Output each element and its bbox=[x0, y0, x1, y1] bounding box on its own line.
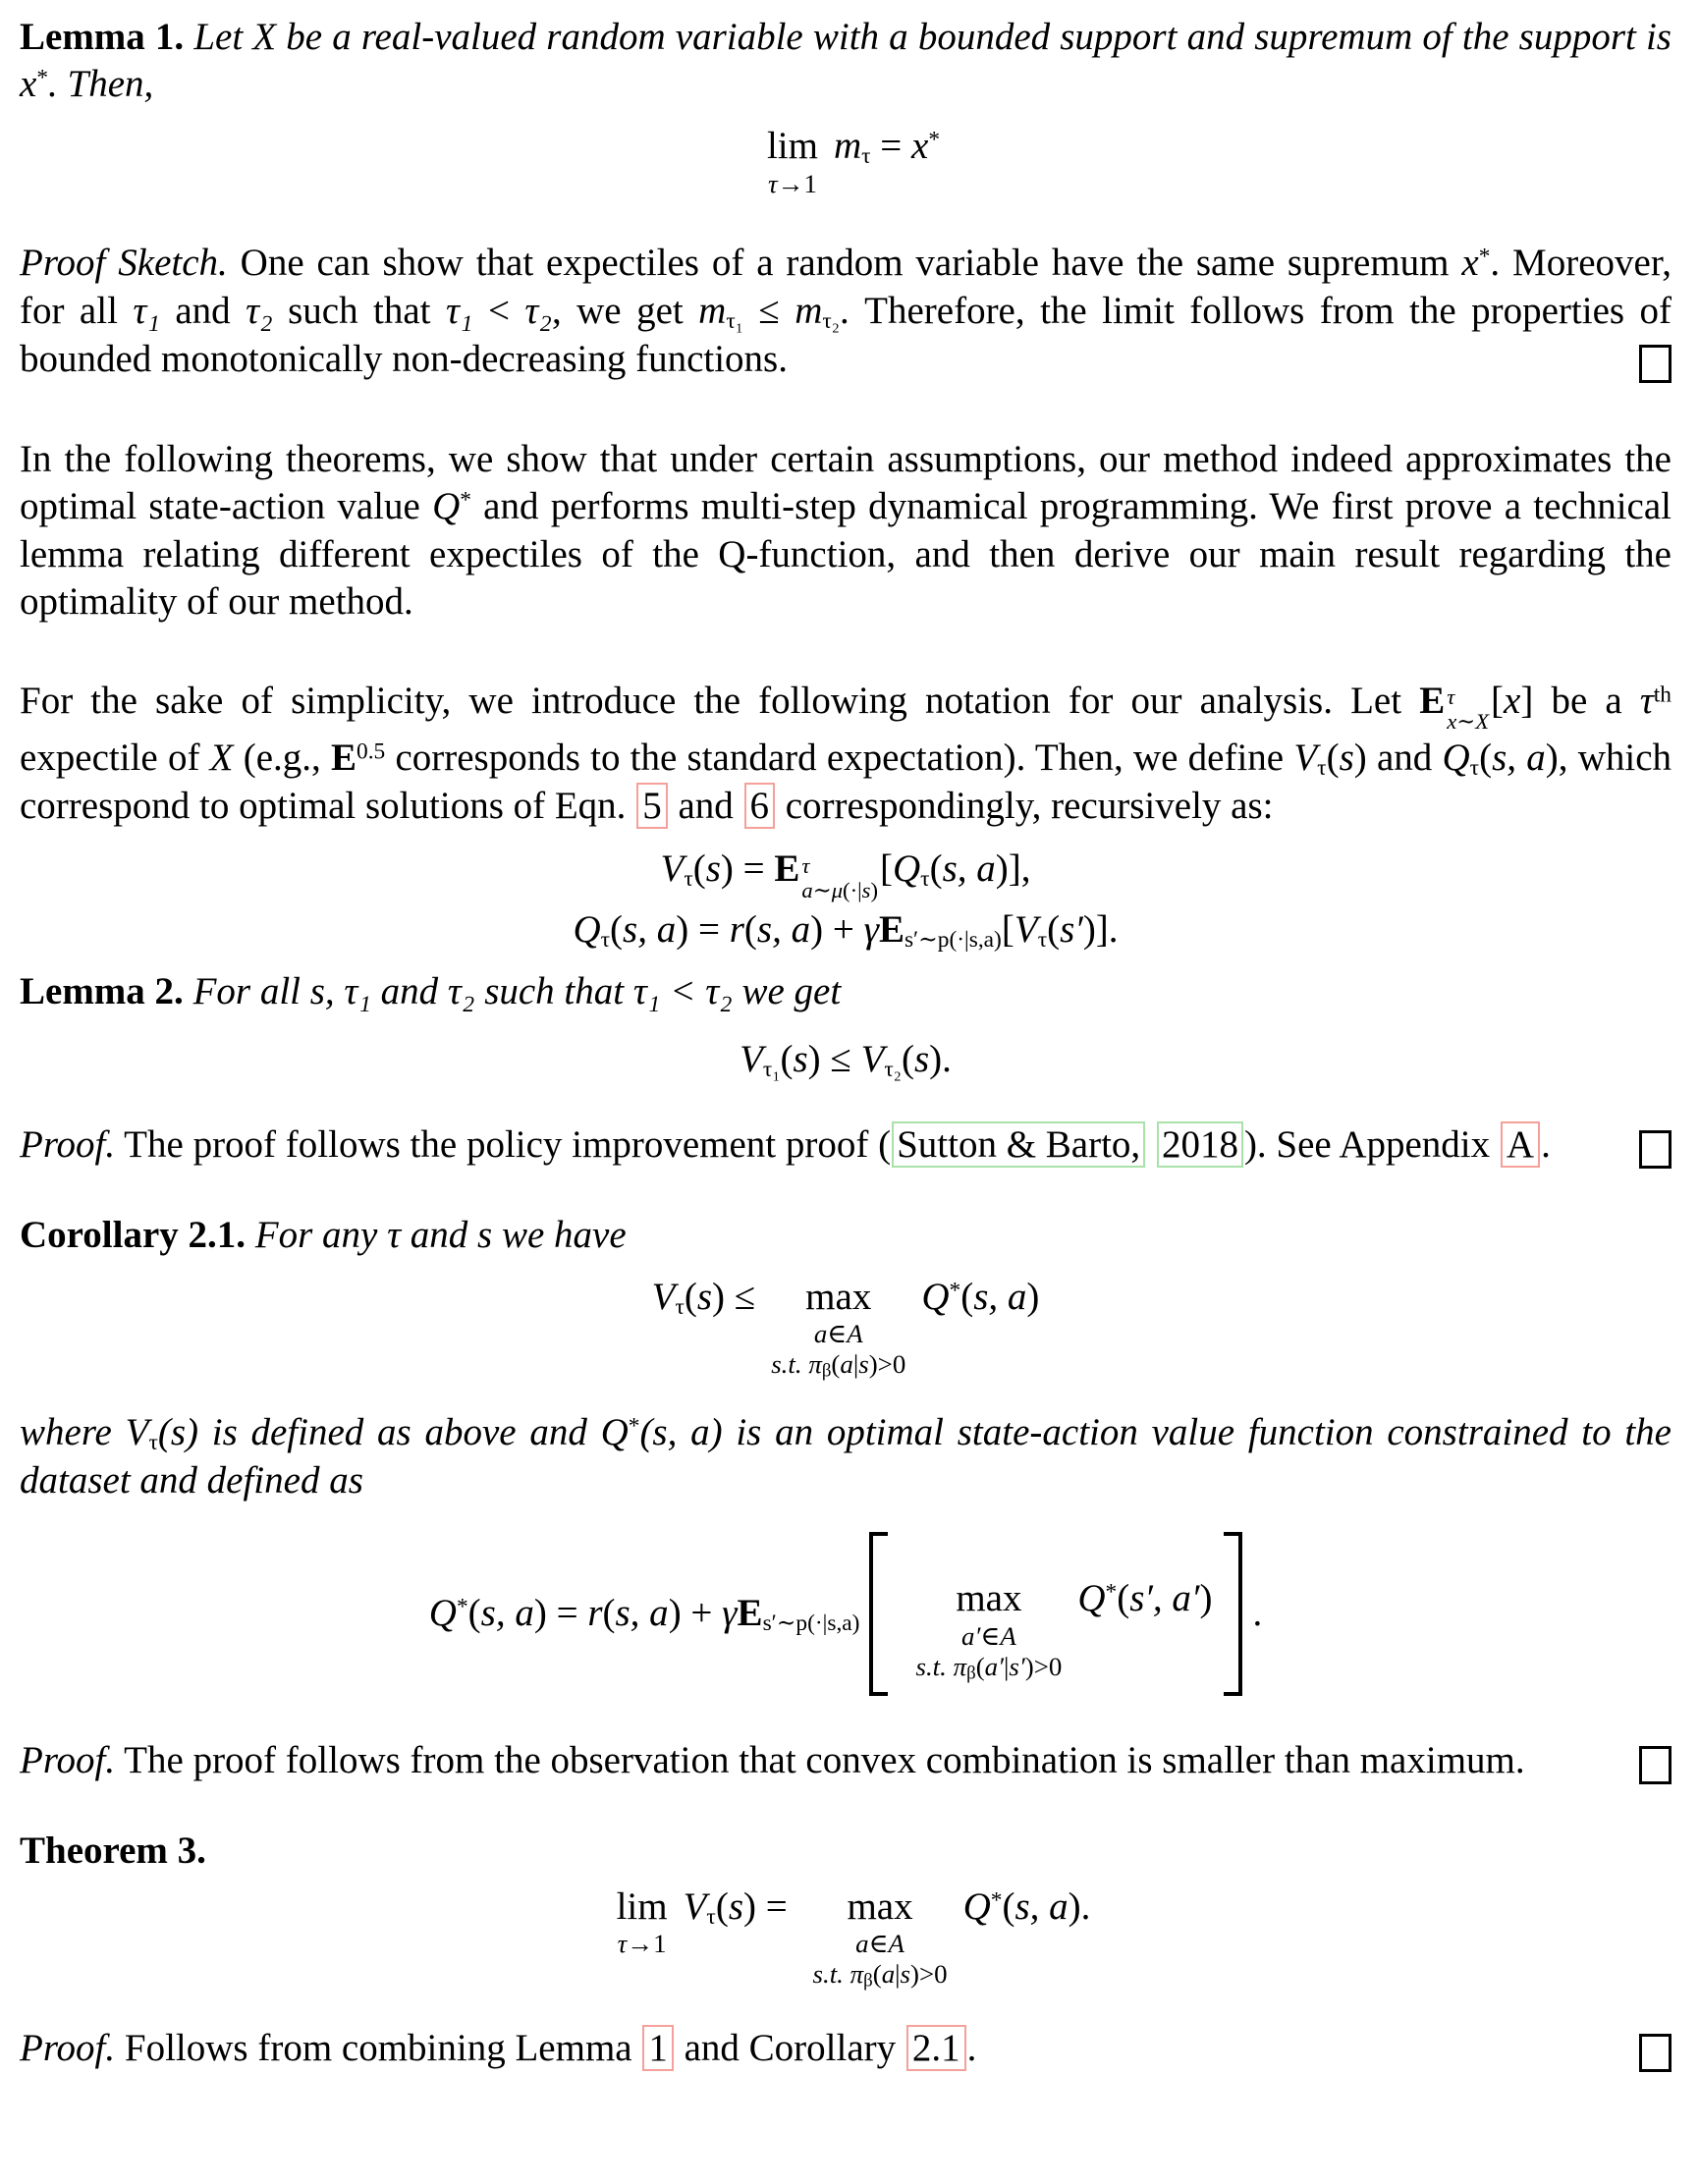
text-run: τ bbox=[920, 866, 930, 893]
text-run: [ bbox=[1491, 679, 1505, 722]
text-run: s′∼p(·|s,a) bbox=[762, 1611, 860, 1637]
text-run: ( bbox=[1117, 1577, 1130, 1620]
math-stack bbox=[813, 1885, 948, 1992]
text-run: [ bbox=[1001, 908, 1014, 952]
proof-sketch-text bbox=[20, 242, 1672, 380]
text-run: π bbox=[850, 1959, 864, 1990]
text-run: ( bbox=[467, 1592, 481, 1635]
text-run: * bbox=[36, 65, 49, 91]
text-run: ) bbox=[870, 877, 878, 902]
qed-box bbox=[1639, 1746, 1672, 1784]
stack-constraint bbox=[814, 1319, 863, 1349]
text-run: ) bbox=[1199, 1577, 1213, 1620]
text-run: ( bbox=[901, 1037, 914, 1080]
text-run: For all s, τ₁ and τ₂ such that τ₁ < τ₂ we get bbox=[183, 970, 842, 1013]
text-run: τ₂ bbox=[246, 289, 273, 332]
proof-theorem-3 bbox=[20, 2025, 1672, 2072]
text-run: and performs multi-step dynamical programming. We first prove a technical lemma relating different expectiles of the Q-function, and then derive our main result regarding the optimality of our method. bbox=[20, 485, 1672, 624]
text-run: ( bbox=[610, 908, 624, 952]
text-run: s′, a′ bbox=[1129, 1577, 1200, 1620]
text-run: s.t. bbox=[771, 1349, 809, 1380]
text-run: τ bbox=[1037, 927, 1048, 954]
text-run: X bbox=[209, 736, 234, 779]
text-run: E bbox=[878, 908, 904, 952]
text-run: | bbox=[852, 1349, 859, 1380]
stack-operator: max bbox=[805, 1275, 872, 1318]
stack-constraint bbox=[813, 1959, 948, 1992]
text-run: τ bbox=[801, 852, 810, 878]
text-run: be a bbox=[1533, 679, 1640, 722]
text-run: Q bbox=[962, 1884, 991, 1928]
stack-constraint bbox=[961, 1621, 1016, 1652]
text-run: . bbox=[1252, 1592, 1263, 1635]
text-run: ∈ bbox=[980, 1621, 1001, 1652]
equation-corollary-2-1 bbox=[20, 1274, 1672, 1382]
text-run: a bbox=[855, 1929, 869, 1959]
text-run: τ bbox=[148, 1430, 158, 1456]
text-run: μ bbox=[831, 877, 844, 902]
text-run: τ₁ bbox=[726, 307, 743, 334]
equation-theorem-3 bbox=[20, 1884, 1672, 1992]
eqn-5-ref-link[interactable]: 5 bbox=[636, 783, 668, 829]
text-run: ( bbox=[975, 1651, 985, 1681]
text-run: Theorem 3. bbox=[20, 1829, 206, 1873]
text-run: γ bbox=[863, 908, 879, 952]
text-run: s, a bbox=[1014, 1884, 1069, 1928]
text-run: ( bbox=[1479, 736, 1493, 779]
text-run: τ bbox=[675, 1293, 685, 1320]
text-run: ) + bbox=[668, 1592, 723, 1635]
text-run: s, a bbox=[942, 847, 996, 891]
text-run: a′ bbox=[961, 1621, 981, 1652]
supsub-stack bbox=[801, 853, 878, 903]
text-run: π bbox=[953, 1651, 967, 1681]
eqn-6-ref-link[interactable]: 6 bbox=[744, 783, 776, 829]
text-run: s bbox=[705, 847, 721, 891]
text-run: . bbox=[1541, 1122, 1551, 1166]
paragraph-following-theorems bbox=[20, 436, 1672, 626]
text-run: * bbox=[928, 127, 941, 153]
text-run: ) bbox=[995, 847, 1009, 891]
stack-constraint bbox=[915, 1652, 1062, 1684]
text-run: τ bbox=[706, 1903, 716, 1930]
subscript bbox=[1447, 709, 1489, 734]
text-run: , which correspond to optimal solutions of Eqn. bbox=[20, 736, 1672, 827]
corollary-2-1-statement bbox=[20, 1212, 1672, 1259]
text-run: where bbox=[20, 1410, 126, 1453]
text-run: )>0 bbox=[910, 1959, 948, 1990]
supsub-stack bbox=[1447, 684, 1489, 735]
text-run: s bbox=[793, 1037, 808, 1080]
lemma-1-ref-link[interactable]: 1 bbox=[642, 2025, 674, 2071]
text-run: E bbox=[774, 847, 800, 891]
text-run: x bbox=[1447, 709, 1457, 735]
text-run: )]. bbox=[1082, 908, 1119, 952]
right-bracket bbox=[1224, 1532, 1242, 1695]
text-run: s bbox=[858, 1349, 869, 1380]
text-run: x bbox=[20, 63, 37, 106]
text-run: )>0 bbox=[1024, 1651, 1063, 1681]
text-run: * bbox=[949, 1277, 961, 1303]
text-run: ( bbox=[872, 1959, 882, 1990]
text-run: ∈ bbox=[868, 1929, 889, 1959]
text-run: ( bbox=[692, 847, 706, 891]
equation-qstar-period bbox=[1252, 1590, 1262, 1637]
proof-sketch bbox=[20, 240, 1672, 383]
text-run: For the sake of simplicity, we introduce the following notation for our analysis. Let bbox=[20, 679, 1420, 722]
text-run: Q bbox=[432, 485, 461, 528]
theorem-3-heading bbox=[20, 1828, 1672, 1875]
text-run: ] bbox=[1520, 679, 1534, 722]
text-run: . Moreover, for all bbox=[20, 242, 1672, 332]
equation-q-tau bbox=[20, 906, 1672, 955]
equation-lemma-2 bbox=[20, 1036, 1672, 1084]
text-run: The proof follows the policy improvement proof ( bbox=[115, 1122, 892, 1166]
text-run: (e.g., bbox=[233, 736, 331, 779]
text-run: ( bbox=[929, 847, 943, 891]
text-run: s bbox=[913, 1037, 930, 1080]
text-run: A bbox=[847, 1319, 863, 1349]
text-run: s bbox=[900, 1959, 911, 1990]
text-run: expectile of bbox=[20, 736, 210, 779]
text-run: r bbox=[587, 1592, 603, 1635]
citation-year-link[interactable]: 2018 bbox=[1157, 1121, 1243, 1168]
text-run: s, a bbox=[615, 1592, 669, 1635]
text-run: and bbox=[159, 289, 247, 332]
text-run: E bbox=[737, 1592, 763, 1635]
text-run: Q bbox=[428, 1592, 457, 1635]
equation-qstar-definition bbox=[20, 1532, 1672, 1695]
text-run: E bbox=[1419, 679, 1446, 722]
superscript bbox=[1447, 684, 1454, 709]
equation-recursive-definitions bbox=[20, 846, 1672, 955]
text-run: a′ bbox=[984, 1651, 1004, 1681]
text-run: V bbox=[740, 1037, 763, 1080]
text-run: is an optimal state-action value function constrained to the dataset and defined as bbox=[20, 1410, 1672, 1502]
text-run: a bbox=[813, 1319, 828, 1349]
text-run: For any τ and s we have bbox=[246, 1214, 627, 1257]
math-stack bbox=[915, 1577, 1062, 1683]
stack-constraint bbox=[771, 1349, 905, 1382]
text-run: →1 bbox=[777, 168, 817, 198]
math-stack bbox=[767, 125, 818, 199]
equation-qstar-lhs bbox=[429, 1590, 860, 1638]
text-run: )>0 bbox=[868, 1349, 906, 1380]
text-run: Q bbox=[573, 908, 601, 952]
text-run: Proof Sketch. bbox=[20, 242, 228, 285]
text-run: ( bbox=[602, 1592, 616, 1635]
proof-corollary-text bbox=[20, 1739, 1525, 1781]
text-run: τ bbox=[767, 168, 778, 198]
text-run: s, a bbox=[623, 908, 677, 952]
text-run: τ bbox=[617, 1929, 628, 1959]
text-run: m bbox=[795, 289, 823, 332]
text-run: is defined as above and bbox=[198, 1410, 601, 1453]
text-run: . Therefore, the limit follows from the properties of bounded monotonically non-decreasing functions. bbox=[20, 289, 1672, 380]
text-run: m bbox=[833, 124, 862, 167]
text-run: τ bbox=[1447, 683, 1455, 709]
text-run: (s) bbox=[157, 1410, 198, 1453]
text-run: V bbox=[1293, 736, 1318, 779]
text-run: corresponds to the standard expectation). Then, we define bbox=[385, 736, 1294, 779]
text-run: ). See Appendix bbox=[1243, 1122, 1500, 1166]
text-run: β bbox=[863, 1970, 873, 1992]
text-run: s, a bbox=[1492, 736, 1546, 779]
text-run: = bbox=[870, 124, 912, 167]
text-run: ) + bbox=[810, 908, 864, 952]
text-run: ) bbox=[1026, 1275, 1040, 1318]
text-run: * bbox=[628, 1413, 640, 1440]
text-run: ( bbox=[1047, 908, 1061, 952]
superscript bbox=[801, 853, 809, 878]
text-run: ( bbox=[831, 1349, 841, 1380]
text-run: a bbox=[840, 1349, 853, 1380]
text-run: ], bbox=[1008, 847, 1031, 891]
text-run: (·| bbox=[843, 877, 862, 902]
text-run: E bbox=[330, 736, 356, 779]
left-bracket bbox=[869, 1532, 888, 1695]
text-run: Q bbox=[1442, 736, 1470, 779]
text-run: * bbox=[460, 487, 471, 514]
citation-sutton-barto-link[interactable]: Sutton & Barto, bbox=[892, 1121, 1145, 1168]
text-run: τ₁ bbox=[445, 289, 473, 332]
text-run: m bbox=[698, 289, 727, 332]
math-stack bbox=[617, 1885, 668, 1960]
text-run: ) = bbox=[720, 847, 775, 891]
text-run: s′∼p(·|s,a) bbox=[904, 927, 1002, 954]
text-run: τ bbox=[1469, 754, 1480, 781]
subscript bbox=[801, 878, 878, 902]
text-run: (s, a) bbox=[639, 1410, 723, 1453]
text-run: A bbox=[1000, 1621, 1016, 1652]
text-run: ∼ bbox=[812, 877, 832, 902]
text-run: s, a bbox=[973, 1275, 1027, 1318]
text-run: V bbox=[1014, 908, 1038, 952]
text-run: Proof. bbox=[20, 2026, 116, 2069]
text-run: * bbox=[990, 1886, 1003, 1913]
appendix-a-ref-link[interactable]: A bbox=[1501, 1121, 1540, 1168]
text-run: ) = bbox=[743, 1884, 797, 1928]
text-run: X bbox=[1475, 709, 1490, 735]
text-run: s′ bbox=[1009, 1651, 1025, 1681]
text-run: Corollary 2.1. bbox=[20, 1214, 247, 1257]
text-run: τ₁ bbox=[762, 1056, 781, 1082]
text-run bbox=[1146, 1123, 1156, 1166]
text-run: 0.5 bbox=[356, 737, 386, 764]
equation-v-tau bbox=[20, 846, 1672, 902]
text-run: τ₂ bbox=[524, 289, 552, 332]
text-run: ). bbox=[929, 1037, 952, 1080]
qed-box bbox=[1639, 2034, 1672, 2072]
stack-operator: max bbox=[847, 1884, 913, 1928]
text-run: s bbox=[696, 1275, 713, 1318]
qed-box bbox=[1639, 1130, 1672, 1169]
text-run: ∼ bbox=[1456, 709, 1476, 735]
text-run: x bbox=[911, 124, 929, 167]
text-run: < bbox=[472, 289, 525, 332]
text-run: * bbox=[456, 1594, 468, 1620]
text-run: One can show that expectiles of a random variable have the same supremum bbox=[227, 242, 1462, 285]
text-run: a bbox=[881, 1959, 896, 1990]
text-run: ≤ bbox=[742, 289, 795, 332]
text-run: β bbox=[821, 1360, 832, 1382]
text-run: ) = bbox=[533, 1592, 588, 1635]
text-run: ) ≤ bbox=[712, 1275, 756, 1318]
stack-operator: lim bbox=[616, 1884, 668, 1928]
text-run: ) bbox=[1545, 736, 1559, 779]
text-run: ( bbox=[684, 1275, 697, 1318]
stack-constraint bbox=[618, 1929, 667, 1959]
text-run: ( bbox=[743, 908, 757, 952]
text-run: r bbox=[729, 908, 744, 952]
text-run: Proof. bbox=[20, 1738, 116, 1781]
text-run: The proof follows from the observation that convex combination is smaller than maximum. bbox=[115, 1738, 1525, 1781]
text-run: A bbox=[888, 1929, 904, 1959]
text-run: ( bbox=[715, 1884, 729, 1928]
text-run: x bbox=[1504, 679, 1521, 722]
text-run: Q bbox=[600, 1410, 629, 1453]
text-run: th bbox=[1653, 681, 1672, 707]
text-run: and bbox=[1366, 736, 1443, 779]
text-run: s bbox=[1339, 736, 1354, 779]
text-run: ) bbox=[1353, 736, 1367, 779]
text-run: and bbox=[668, 784, 743, 827]
text-run: s bbox=[861, 877, 871, 902]
qed-box bbox=[1639, 345, 1672, 383]
text-run: V bbox=[683, 1884, 707, 1928]
proof-corollary-2-1 bbox=[20, 1737, 1672, 1784]
text-run: a bbox=[801, 877, 813, 902]
text-run: V bbox=[660, 847, 685, 891]
corollary-21-ref-link[interactable]: 2.1 bbox=[906, 2025, 966, 2071]
paragraph-notation bbox=[20, 678, 1672, 831]
text-run: ( bbox=[960, 1275, 974, 1318]
text-run: ( bbox=[780, 1037, 794, 1080]
text-run: τ₁ bbox=[133, 289, 160, 332]
text-run: τ₂ bbox=[822, 307, 840, 334]
text-run: , we get bbox=[551, 289, 699, 332]
text-run: . Then, bbox=[48, 63, 154, 106]
lemma-2-statement bbox=[20, 968, 1672, 1015]
text-run: →1 bbox=[627, 1929, 667, 1959]
text-run: Q bbox=[892, 847, 921, 891]
stack-constraint bbox=[855, 1929, 904, 1959]
text-run: correspondingly, recursively as: bbox=[776, 784, 1274, 827]
text-run: s′ bbox=[1060, 908, 1083, 952]
text-run: τ bbox=[1639, 679, 1654, 722]
proof-lemma-2-text bbox=[20, 1123, 1551, 1166]
text-run: ∈ bbox=[827, 1319, 848, 1349]
text-run: s.t. bbox=[915, 1651, 954, 1681]
text-run: Lemma 2. bbox=[20, 970, 184, 1013]
text-run: s, a bbox=[756, 908, 811, 952]
text-run: τ bbox=[1317, 754, 1327, 781]
text-run: . bbox=[966, 2026, 977, 2069]
text-run: | bbox=[1004, 1651, 1010, 1681]
text-run: * bbox=[1478, 244, 1491, 270]
text-run: [ bbox=[879, 847, 893, 891]
text-run: In the following theorems, we show that under certain assumptions, our method indeed approximates the optimal state-action value bbox=[20, 438, 1672, 528]
text-run: γ bbox=[722, 1592, 738, 1635]
text-run: Follows from combining Lemma bbox=[115, 2026, 642, 2069]
text-run: * bbox=[1105, 1579, 1118, 1606]
equation-qstar-inner bbox=[888, 1532, 1224, 1695]
stack-operator: lim bbox=[766, 124, 818, 167]
proof-theorem-3-text bbox=[20, 2027, 976, 2069]
text-run: Proof. bbox=[20, 1122, 116, 1166]
text-run: V bbox=[125, 1410, 149, 1453]
text-run: β bbox=[966, 1663, 976, 1684]
text-run: ( bbox=[1326, 736, 1340, 779]
text-run: and Corollary bbox=[674, 2026, 905, 2069]
text-run: ( bbox=[1002, 1884, 1015, 1928]
text-run: such that bbox=[272, 289, 446, 332]
text-run: s.t. bbox=[812, 1959, 850, 1990]
lemma-1-statement bbox=[20, 14, 1672, 109]
proof-lemma-2 bbox=[20, 1121, 1672, 1169]
text-run: V bbox=[860, 1037, 885, 1080]
equation-lim-m-tau bbox=[20, 123, 1672, 199]
math-stack bbox=[771, 1276, 905, 1382]
text-run: s bbox=[728, 1884, 744, 1928]
text-run: Let X be a real-valued random variable with a bounded support and supremum of the support is bbox=[184, 16, 1672, 58]
text-run: τ bbox=[684, 866, 693, 893]
paragraph-where-defined bbox=[20, 1409, 1672, 1505]
text-run: ) = bbox=[676, 908, 730, 952]
paper-page bbox=[20, 14, 1672, 2072]
text-run: π bbox=[808, 1349, 822, 1380]
text-run: s, a bbox=[480, 1592, 534, 1635]
stack-operator: max bbox=[956, 1577, 1022, 1620]
text-run: τ bbox=[861, 142, 871, 169]
text-run: V bbox=[651, 1275, 676, 1318]
text-run: Q bbox=[1077, 1577, 1106, 1620]
text-run: ). bbox=[1068, 1884, 1091, 1928]
stack-constraint bbox=[768, 169, 817, 199]
text-run: Lemma 1. bbox=[20, 16, 185, 58]
text-run: Q bbox=[921, 1275, 950, 1318]
text-run: x bbox=[1461, 242, 1479, 285]
text-run: τ bbox=[600, 927, 611, 954]
text-run: ) ≤ bbox=[807, 1037, 861, 1080]
text-run: τ₂ bbox=[884, 1056, 902, 1082]
text-run: | bbox=[895, 1959, 901, 1990]
